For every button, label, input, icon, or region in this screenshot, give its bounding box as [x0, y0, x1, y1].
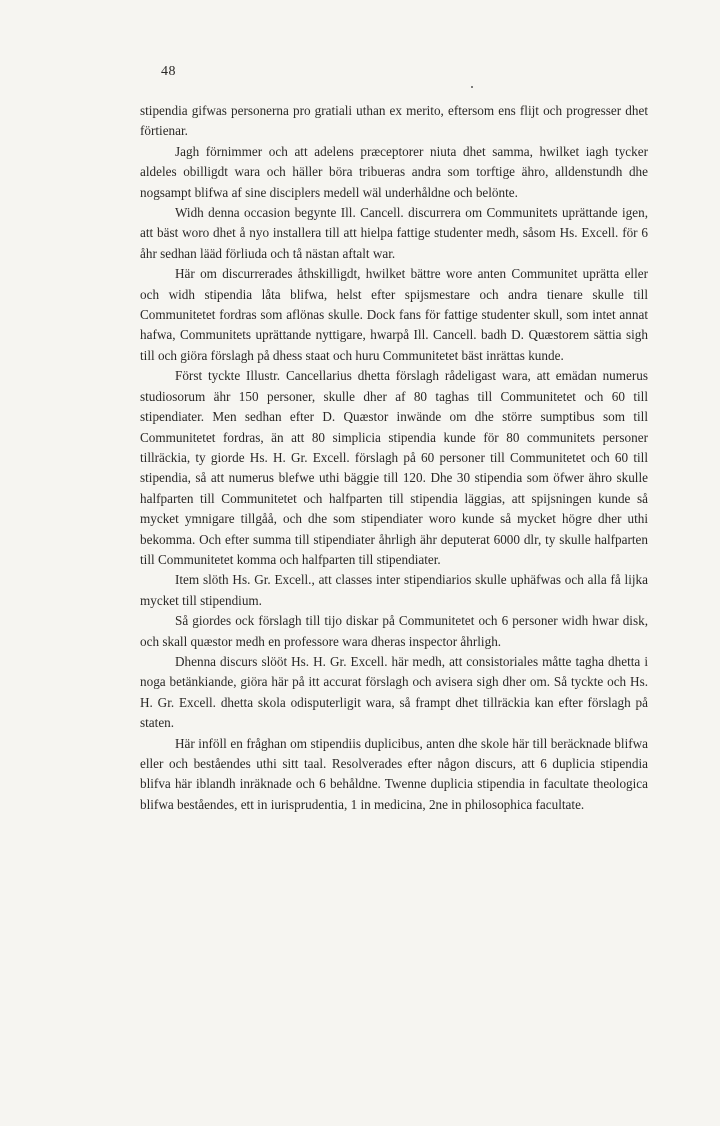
paragraph-7: Så giordes ock förslagh till tijo diskar på Communitetet och 6 personer widh hwar disk, och skall quæstor medh en professore wara dheras inspector åhrligh. [140, 613, 648, 649]
paragraph-6: Item slöth Hs. Gr. Excell., att classes inter stipendiarios skulle uphäfwas och alla få lijka mycket till stipendium. [140, 572, 648, 608]
page-number: 48 [161, 64, 176, 79]
print-speck [471, 86, 473, 88]
paragraph-4: Här om discurrerades åthskilligdt, hwilket bättre wore anten Communitet uprätta eller och widh stipendia låta blifwa, helst efter spijsmestare och andra tienare skulle till Communitetet fordras som aflönas skulle. Dock fans för fattige studenter skull, som intet annat hafwa, Communitets uprättande nyttigare, hwarpå Ill. Cancell. badh D. Quæstorem sättia sigh till och giöra förslagh på dhess staat och huru Communitetet bäst inrättas kunde. [140, 266, 648, 363]
paragraph-8: Dhenna discurs slööt Hs. H. Gr. Excell. här medh, att consistoriales måtte tagha dhetta i noga betänkiande, giöra här på itt accurat förslagh och avisera sigh dher om. Så tyckte och Hs. H. Gr. Excell. dhetta skola odisputerligit wara, så frampt dhet tillräckia kan efter förslagh på staten. [140, 653, 648, 731]
body-text [140, 101, 648, 815]
paragraph-1: stipendia gifwas personerna pro gratiali uthan ex merito, eftersom ens flijt och progresser dhet förtienar. [140, 103, 648, 139]
paragraph-3: Widh denna occasion begynte Ill. Cancell. discurrera om Communitets uprättande igen, att bäst woro dhet å nyo installera till att hielpa fattige studenter medh, såsom Hs. Excell. för 6 åhr sedhan lääd förliuda och tå nästan aftalt war. [140, 205, 648, 261]
paragraph-9: Här inföll en fråghan om stipendiis duplicibus, anten dhe skole här till beräcknade blifwa eller och beståendes uthi sitt taal. Resolverades efter någon discurs, att 6 duplicia stipendia blifva här iblandh inräknade och 6 behåldne. Twenne duplicia stipendia in facultate theologica blifwa beståendes, ett in iurisprudentia, 1 in medicina, 2ne in philosophica facultate. [140, 735, 648, 812]
paragraph-5: Först tyckte Illustr. Cancellarius dhetta förslagh rådeligast wara, att emädan numerus studiosorum ähr 150 personer, skulle dher af 80 taghas till Communitetet och 60 till stipendiater. Men sedhan efter D. Quæstor inwände om dhe större sumptibus som till Communitetet fordras, än att 80 simplicia stipendia kunde för 80 communitets personer tillräckia, ty giorde Hs. H. Gr. Excell. förslagh på 60 personer till Communitetet och 60 till stipendia, så att numerus blefwe uthi bäggie till 120. Dhe 30 stipendia som öfwer ähro skulle halfparten till Communitetet och halfparten till stipendia läggias, att spijsningen kunde så mycket ymnigare tillgåå, och dhe som stipendiater woro kunde så mycket högre dher uthi bekomma. Och efter summa till stipendiater åhrligh ähr deputerat 6000 dlr, ty skulle halfparten till Communitetet komma och halfparten till stipendiater. [140, 368, 648, 567]
paragraph-2: Jagh förnimmer och att adelens præceptorer niuta dhet samma, hwilket iagh tycker aldeles obilligdt wara och häller böra tribueras andra som torftige ähro, alldenstundh dhe nogsampt blifwa af sine disciplers medell wäl underhåldne och belönte. [140, 143, 648, 200]
